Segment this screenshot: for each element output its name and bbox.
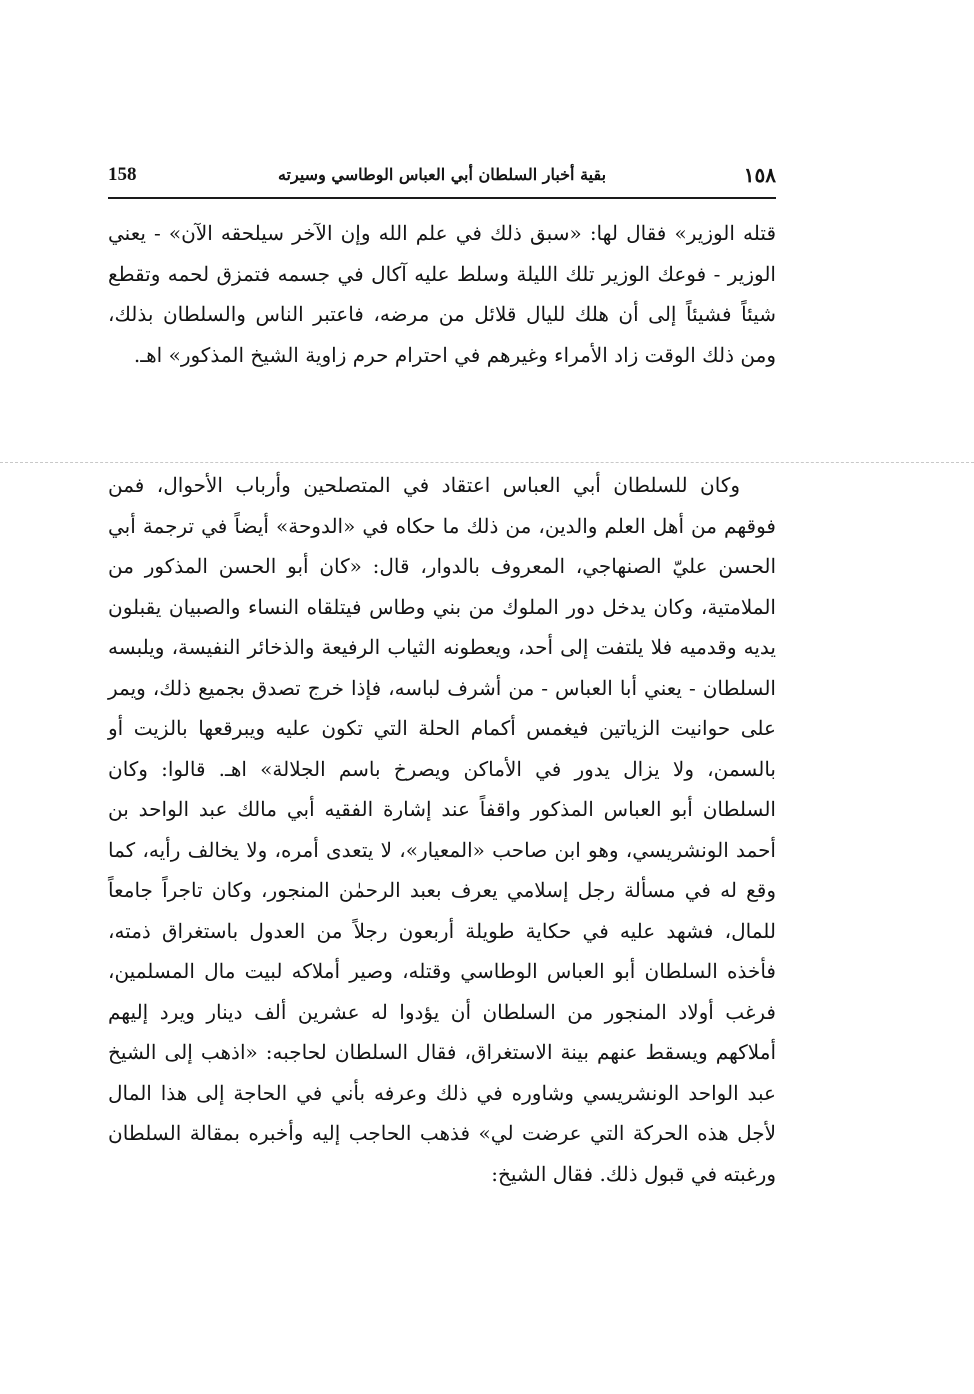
paragraph-text: وكان للسلطان أبي العباس اعتقاد في المتصلحين وأرباب الأحوال، فمن فوقهم من أهل العلم والدين، من ذلك ما حكاه في «الدوحة» أيضاً في ترجمة أبي الحسن عليّ الصنهاجي، المعروف بالدوار، قال: «كان أبو الحسن المذكور من الملامتية، وكان يدخل دور الملوك من بني وطاس فيتلقاه النساء والصبيان يقبلون يديه وقدميه فلا يلتفت إلى أحد، ويعطونه الثياب الرفيعة والذخائر النفيسة، ويلبسه السلطان - يعني أبا العباس - من أشرف لباسه، فإذا خرج تصدق بجميع ذلك، ويمر على حوانيت الزياتين فيغمس أكمام الحلة التي تكون عليه ويبرقعها بالزيت أو بالسمن، ولا يزال يدور في الأماكن ويصرخ باسم الجلالة» اهـ. قالوا: وكان السلطان أبو العباس المذكور واقفاً عند إشارة الفقيه أبي مالك عبد الواحد بن أحمد الونشريسي، وهو ابن صاحب «المعيار»، لا يتعدى أمره، ولا يخالف رأيه، كما وقع له في مسألة رجل إسلامي يعرف بعبد الرحمٰن المنجور، وكان تاجراً جامعاً للمال، فشهد عليه في حكاية طويلة أربعون رجلاً من العدول باستغراق ذمته، فأخذه السلطان أبو العباس الوطاسي وقتله، وصير أملاكه لبيت مال المسلمين، فرغب أولاد المنجور من السلطان أن يؤدوا له عشرين ألف دينار ويرد إليهم أملاكهم ويسقط عنهم بينة الاستغراق، فقال السلطان لحاجبه: «اذهب إلى الشيخ عبد الواحد الونشريسي وشاوره في ذلك وعرفه بأني في الحاجة إلى هذا المال لأجل هذه الحركة التي عرضت لي» فذهب الحاجب إليه وأخبره بمقالة السلطان ورغبته في قبول ذلك. فقال الشيخ: (108, 473, 776, 1186)
paragraph-2 (108, 465, 776, 1194)
page-number-arabic: ١٥٨ (743, 163, 776, 187)
header-rule (108, 197, 776, 199)
paragraph-1 (108, 213, 776, 375)
running-title: بقية أخبار السلطان أبي العباس الوطاسي وسيرته (277, 165, 607, 184)
paragraph-text: قتله الوزير» فقال لها: «سبق ذلك في علم الله وإن الآخر سيلحقه الآن» - يعني الوزير - فوعك الوزير تلك الليلة وسلط عليه آكال في جسمه فتمزق لحمه وتقطع شيئاً فشيئاً إلى أن هلك لليال قلائل من مرضه، فاعتبر الناس والسلطان بذلك، ومن ذلك الوقت زاد الأمراء وغيرهم في احترام حرم زاوية الشيخ المذكور» اهـ. (108, 221, 776, 367)
page-header (108, 162, 776, 192)
scan-artifact-line (0, 462, 974, 463)
page-number-latin: 158 (108, 164, 137, 185)
